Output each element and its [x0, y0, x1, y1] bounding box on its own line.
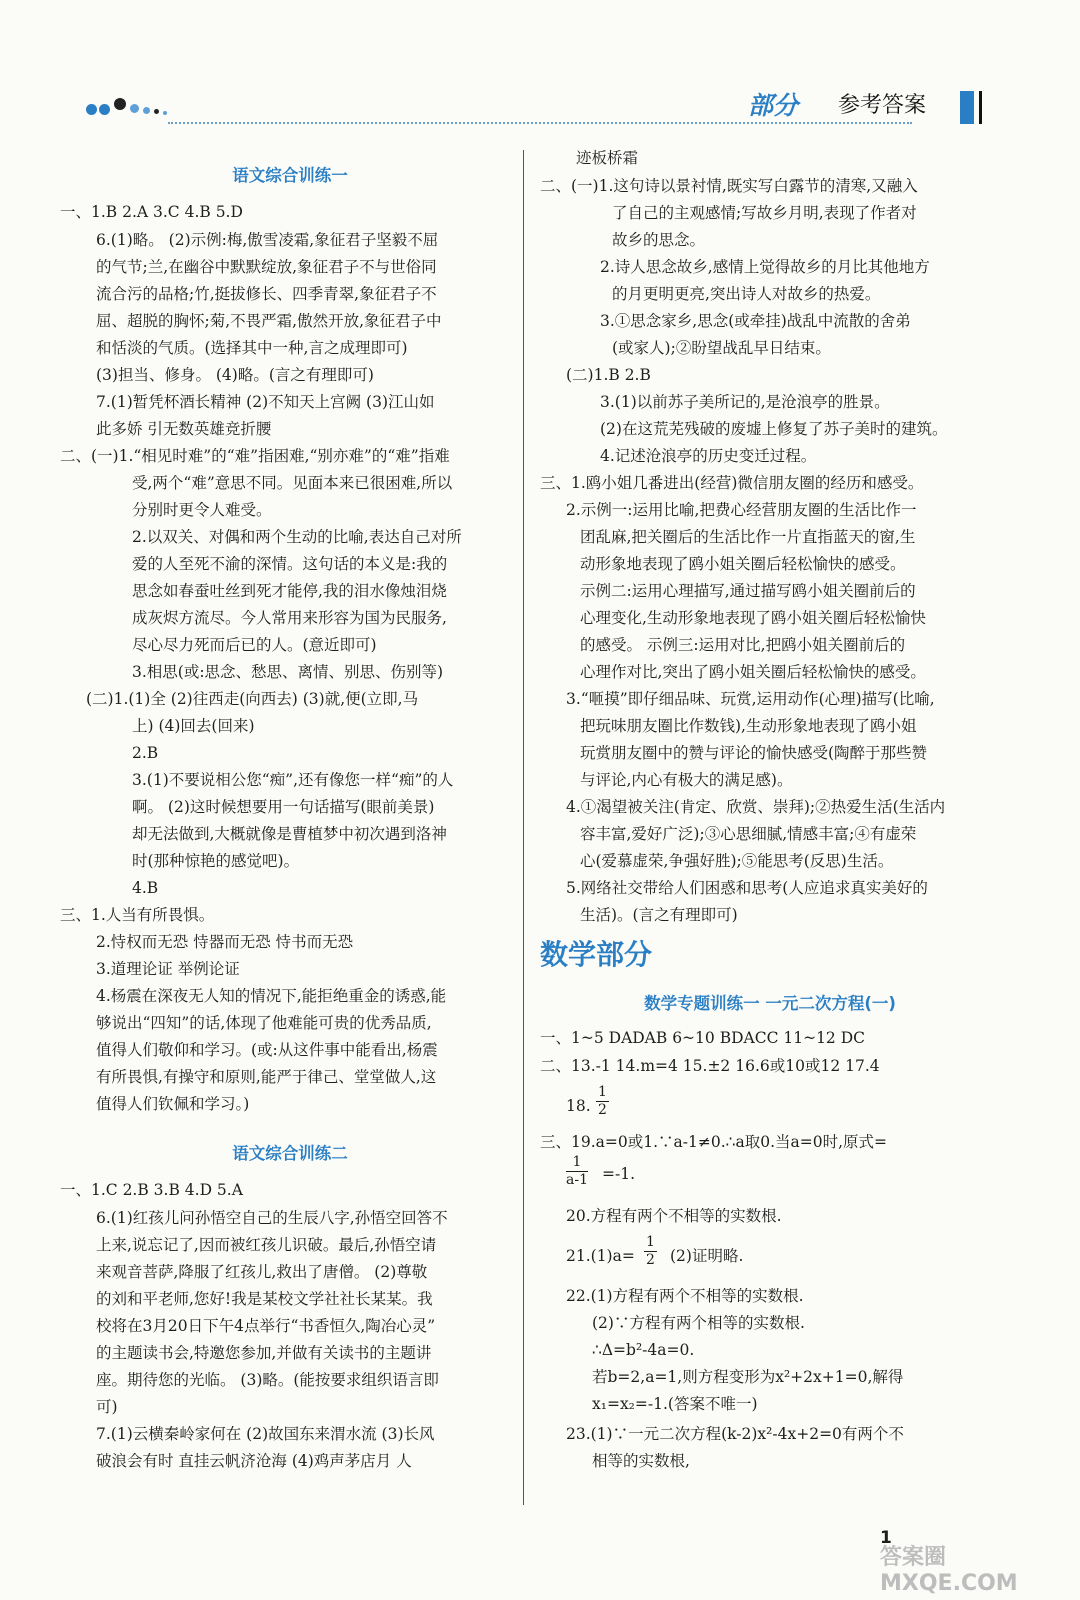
text-line: 可): [96, 1398, 118, 1416]
text-line: 值得人们钦佩和学习。): [96, 1095, 250, 1113]
text-line: 一、1~5 DADAB 6~10 BDACC 11~12 DC: [540, 1029, 866, 1047]
text-line: 此多娇 引无数英雄竞折腰: [96, 420, 272, 438]
watermark: 答案圈 MXQE.COM: [880, 1545, 1018, 1596]
text-line: x₁=x₂=-1.(答案不唯一): [592, 1395, 758, 1413]
text-line: 屈、超脱的胸怀;菊,不畏严霜,傲然开放,象征君子中: [96, 312, 442, 330]
text-line: 一、1.C 2.B 3.B 4.D 5.A: [60, 1181, 243, 1199]
text-line: 流合污的品格;竹,挺拔修长、四季青翠,象征君子不: [96, 285, 437, 303]
text-line: 迹板桥霜: [576, 149, 639, 167]
fraction-denominator: 2: [646, 1252, 655, 1268]
text-line: 破浪会有时 直挂云帆济沧海 (4)鸡声茅店月 人: [96, 1452, 412, 1470]
text-line: 爱的人至死不渝的深情。这句话的本义是:我的: [132, 555, 448, 573]
text-line: 啊。 (2)这时候想要用一句话描写(眼前美景): [132, 798, 435, 816]
text-line: 与评论,内心有极大的满足感)。: [580, 771, 793, 789]
text-line: 心理作对比,突出了鸥小姐关圈后轻松愉快的感受。: [580, 663, 926, 681]
text-line: 5.网络社交带给人们困惑和思考(人应追求真实美好的: [566, 879, 928, 897]
text-line: (二)1.(1)全 (2)往西走(向西去) (3)就,便(立即,马: [86, 690, 419, 708]
text-line: (或家人);②盼望战乱早日结束。: [612, 339, 831, 357]
text-line: 2.以双关、对偶和两个生动的比喻,表达自己对所: [132, 528, 462, 546]
text-line: 和恬淡的气质。(选择其中一种,言之成理即可): [96, 339, 408, 357]
text-line: 4.①渴望被关注(肯定、欣赏、崇拜);②热爱生活(生活内: [566, 798, 946, 816]
text-line: 来观音菩萨,降服了红孩儿,救出了唐僧。 (2)尊敬: [96, 1263, 428, 1281]
text-line: 受,两个“难”意思不同。见面本来已很困难,所以: [132, 474, 453, 492]
text-line: 有所畏惧,有操守和原则,能严于律己、堂堂做人,这: [96, 1068, 437, 1086]
text-line: 2.示例一:运用比喻,把费心经营朋友圈的生活比作一: [566, 501, 917, 519]
text-line: 玩赏朋友圈中的赞与评论的愉快感受(陶醉于那些赞: [580, 744, 928, 762]
text-line: 2.诗人思念故乡,感情上觉得故乡的月比其他地方: [600, 258, 930, 276]
text-line: 的刘和平老师,您好!我是某校文学社社长某某。我: [96, 1290, 433, 1308]
text-line: 心理变化,生动形象地表现了鸥小姐关圈后轻松愉快: [580, 609, 926, 627]
text-line: 3.相思(或:思念、愁思、离情、别思、伤别等): [132, 663, 444, 681]
text-line: 够说出“四知”的话,体现了他难能可贵的优秀品质,: [96, 1014, 432, 1032]
text-line: 二、(一)1.“相见时难”的“难”指困难,“别亦难”的“难”指难: [60, 447, 450, 465]
text-line: 18.: [566, 1097, 591, 1115]
header-subtitle: 参考答案: [838, 93, 927, 118]
text-line: 生活)。(言之有理即可): [580, 906, 738, 924]
text-line: 3.“咂摸”即仔细品味、玩赏,运用动作(心理)描写(比喻,: [566, 690, 935, 708]
fraction-21: [644, 1234, 657, 1269]
text-line: 二、(一)1.这句诗以景衬情,既实写白露节的清寒,又融入: [540, 177, 918, 195]
text-line: 的感受。 示例三:运用对比,把鸥小姐关圈前后的: [580, 636, 906, 654]
text-line: 三、1.鸥小姐几番进出(经营)微信朋友圈的经历和感受。: [540, 474, 924, 492]
text-line: 时(那种惊艳的感觉吧)。: [132, 852, 300, 870]
text-line: 7.(1)云横秦岭家何在 (2)故国东来渭水流 (3)长风: [96, 1425, 435, 1443]
header-rule: [168, 122, 912, 124]
text-line: 4.杨震在深夜无人知的情况下,能拒绝重金的诱惑,能: [96, 987, 447, 1005]
text-line: 的气节;兰,在幽谷中默默绽放,象征君子不与世俗同: [96, 258, 437, 276]
text-line: 6.(1)红孩儿问孙悟空自己的生辰八字,孙悟空回答不: [96, 1209, 448, 1227]
fraction-18: [596, 1084, 609, 1119]
section-heading-chinese-1: 语文综合训练一: [232, 166, 348, 185]
text-line: 容丰富,爱好广泛);③心思细腻,情感丰富;④有虚荣: [580, 825, 917, 843]
text-line: 团乱麻,把关圈后的生活比作一片直指蓝天的窗,生: [580, 528, 916, 546]
text-line: 示例二:运用心理描写,通过描写鸥小姐关圈前后的: [580, 582, 916, 600]
column-divider: [523, 150, 524, 1505]
text-line: 的月更明更亮,突出诗人对故乡的热爱。: [612, 285, 881, 303]
text-line: 成灰烬方流尽。今人常用来形容为国为民服务,: [132, 609, 447, 627]
text-line: (2)证明略.: [670, 1247, 744, 1265]
text-line: 思念如春蚕吐丝到死才能停,我的泪水像烛泪烧: [132, 582, 447, 600]
text-line: ∴Δ=b²-4a=0.: [592, 1341, 695, 1359]
text-line: 座。期待您的光临。 (3)略。(能按要求组织语言即: [96, 1371, 439, 1389]
section-heading-math-1: 数学专题训练一 一元二次方程(一): [644, 994, 896, 1013]
text-line: 23.(1)∵一元二次方程(k-2)x²-4x+2=0有两个不: [566, 1425, 904, 1443]
text-line: 一、1.B 2.A 3.C 4.B 5.D: [60, 203, 243, 221]
math-section-title: 数学部分: [540, 938, 653, 971]
text-line: 若b=2,a=1,则方程变形为x²+2x+1=0,解得: [592, 1368, 904, 1386]
fraction-numerator: 1: [646, 1234, 655, 1250]
text-line: 了自己的主观感情;写故乡月明,表现了作者对: [612, 204, 917, 222]
text-line: 的主题读书会,特邀您参加,并做有关读书的主题讲: [96, 1344, 432, 1362]
text-line: 二、13.-1 14.m=4 15.±2 16.6或10或12 17.4: [540, 1057, 880, 1075]
text-line: 3.①思念家乡,思念(或牵挂)战乱中流散的舍弟: [600, 312, 911, 330]
text-line: 20.方程有两个不相等的实数根.: [566, 1207, 782, 1225]
text-line: 分别时更令人难受。: [132, 501, 272, 519]
fraction-numerator: 1: [598, 1084, 607, 1100]
text-line: 三、1.人当有所畏惧。: [60, 906, 215, 924]
text-line: (二)1.B 2.B: [566, 366, 651, 384]
page-number: 1: [880, 1528, 892, 1548]
text-line: 3.(1)不要说相公您“痴”,还有像您一样“痴”的人: [132, 771, 454, 789]
text-line: =-1.: [602, 1165, 636, 1183]
text-line: 上) (4)回去(回来): [132, 717, 255, 735]
text-line: 4.记述沧浪亭的历史变迁过程。: [600, 447, 817, 465]
text-line: 3.道理论证 举例论证: [96, 960, 240, 978]
text-line: 动形象地表现了鸥小姐关圈后轻松愉快的感受。: [580, 555, 906, 573]
text-line: 4.B: [132, 879, 159, 897]
fraction-19: [566, 1154, 588, 1189]
header-bar: [960, 91, 974, 124]
text-line: 尽心尽力死而后已的人。(意近即可): [132, 636, 377, 654]
header-title: 部分: [748, 91, 799, 120]
text-line: 却无法做到,大概就像是曹植梦中初次遇到洛神: [132, 825, 447, 843]
text-line: 心(爱慕虚荣,争强好胜);⑤能思考(反思)生活。: [580, 852, 894, 870]
page-header: [0, 0, 1080, 140]
text-line: (2)∵方程有两个相等的实数根.: [592, 1314, 805, 1332]
header-bar-thin: [979, 91, 982, 124]
text-line: 把玩味朋友圈比作数钱),生动形象地表现了鸥小姐: [580, 717, 917, 735]
fraction-denominator: a-1: [566, 1172, 588, 1188]
text-line: 相等的实数根,: [592, 1452, 690, 1470]
text-line: 22.(1)方程有两个不相等的实数根.: [566, 1287, 804, 1305]
section-heading-chinese-2: 语文综合训练二: [232, 1144, 348, 1163]
text-line: 校将在3月20日下午4点举行“书香恒久,陶冶心灵”: [96, 1317, 436, 1335]
text-line: 21.(1)a=: [566, 1247, 635, 1265]
text-line: 故乡的思念。: [612, 231, 706, 249]
text-line: 2.恃权而无恐 恃器而无恐 恃书而无恐: [96, 933, 354, 951]
text-line: (3)担当、修身。 (4)略。(言之有理即可): [96, 366, 374, 384]
text-line: 6.(1)略。 (2)示例:梅,傲雪凌霜,象征君子坚毅不屈: [96, 231, 439, 249]
text-line: 值得人们敬仰和学习。(或:从这件事中能看出,杨震: [96, 1041, 438, 1059]
text-line: 3.(1)以前苏子美所记的,是沧浪亭的胜景。: [600, 393, 890, 411]
text-line: 三、19.a=0或1.∵a-1≠0.∴a取0.当a=0时,原式=: [540, 1133, 888, 1151]
fraction-numerator: 1: [566, 1154, 588, 1172]
fraction-denominator: 2: [598, 1102, 607, 1118]
text-line: (2)在这荒芜残破的废墟上修复了苏子美时的建筑。: [600, 420, 948, 438]
text-line: 2.B: [132, 744, 159, 762]
text-line: 7.(1)暂凭杯酒长精神 (2)不知天上宫阙 (3)江山如: [96, 393, 435, 411]
text-line: 上来,说忘记了,因而被红孩儿识破。最后,孙悟空请: [96, 1236, 437, 1254]
